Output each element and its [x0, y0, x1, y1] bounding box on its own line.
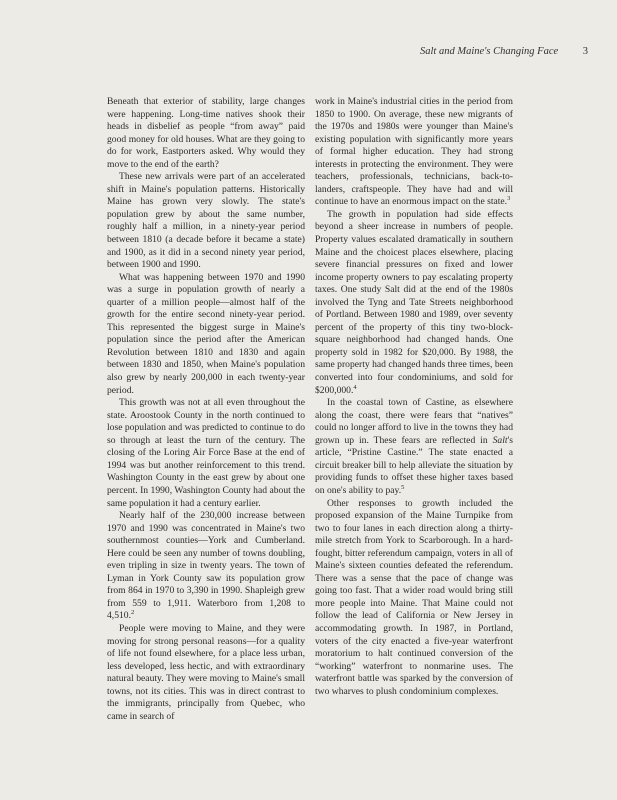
paragraph: What was happening between 1970 and 1990 was a surge in population growth of nearly a quarter of a million people—almost half of the growth for the entire second ninety-year period. This represented the biggest surge in Maine's population since the period after the American Revolution between 1810 and 1830 and again between 1830 and 1850, when Maine's population also grew by nearly 200,000 in each twenty-year period.	[107, 271, 305, 396]
paragraph: These new arrivals were part of an accelerated shift in Maine's population patterns. Historically Maine has grown very slowly. The state's population grew by about the same number, roughly half a million, in a ninety-year period between 1810 (a decade before it became a state) and 1900, as it did in a second ninety year period, between 1900 and 1990.	[107, 171, 305, 271]
paragraph-text: Nearly half of the 230,000 increase between 1970 and 1990 was concentrated in Maine's two southernmost counties—York and Cumberland. Here could be seen any number of towns doubling, even tripling in size in twenty years. The town of Lyman in York County saw its population grow from 864 in 1970 to 3,390 in 1990. Shapleigh grew from 559 to 1,911. Waterboro from 1,208 to 4,510.	[107, 510, 305, 622]
paragraph: This growth was not at all even throughout the state. Aroostook County in the north continued to lose population and was predicted to continue to do so through at least the turn of the century. The closing of the Loring Air Force Base at the end of 1994 was but another reinforcement to this trend. Washington County in the east grew by about one percent. In 1990, Washington County had about the same population it had a century earlier.	[107, 397, 305, 509]
page-number: 3	[582, 46, 588, 57]
publication-title: Salt	[492, 434, 508, 446]
paragraph	[315, 209, 513, 397]
paragraph	[107, 510, 305, 623]
paragraph: Beneath that exterior of stability, large changes were happening. Long-time natives shook their heads in disbelief as people “from away” paid good money for old houses. What are they going to do for work, Eastporters asked. Why would they move to the end of the earth?	[107, 96, 305, 170]
footnote-marker: 3	[507, 195, 511, 203]
footnote-marker: 2	[130, 609, 135, 617]
paragraph	[315, 96, 513, 209]
footnote-marker: 4	[353, 383, 357, 391]
paragraph-text: In the coastal town of Castine, as elsewhere along the coast, there were fears that “natives” could no longer afford to live in the towns they had grown up in. These fears are reflected in	[315, 397, 513, 446]
running-title: Salt and Maine's Changing Face	[420, 46, 559, 57]
footnote-marker: 5	[401, 483, 405, 491]
paragraph-text: The growth in population had side effects beyond a sheer increase in numbers of people. Property values escalated dramatically in southern Maine and the choicest places elsewhere, placing severe financial pressures on fixed and lower income property owners to pay escalating property taxes. One study Salt did at the end of the 1980s involved the Tyng and Tate Streets neighborhood of Portland. Between 1980 and 1989, over seventy percent of the property of this tiny two-block-square neighborhood had changed hands. One property sold in 1982 for $20,000. By 1988, the same property had changed hands three times, been converted into four condominiums, and sold for $200,000.	[315, 208, 513, 396]
paragraph-text: work in Maine's industrial cities in the period from 1850 to 1900. On average, these new migrants of the 1970s and 1980s were younger than Maine's existing population with significantly more years of formal higher education. They had strong interests in protecting the environment. They were teachers, professionals, technicians, back-to-landers, craftspeople. They have had and will continue to have an enormous impact on the state.	[315, 96, 513, 208]
running-header	[420, 46, 588, 57]
left-column	[107, 96, 305, 723]
paragraph-text: 's article, “Pristine Castine.” The state enacted a circuit breaker bill to help alleviate the situation by providing funds to offset these higher taxes based on one's ability to pay.	[315, 434, 513, 496]
paragraph	[315, 397, 513, 497]
paragraph: People were moving to Maine, and they were moving for strong personal reasons—for a quality of life not found elsewhere, for a place less urban, less developed, less hectic, and with extraordinary natural beauty. They were moving to Maine's small towns, not its cities. This was in direct contrast to the immigrants, principally from Quebec, who came in search of	[107, 622, 305, 722]
paragraph: Other responses to growth included the proposed expansion of the Maine Turnpike from two to four lanes in each direction along a thirty-mile stretch from York to Scarborough. In a hard-fought, bitter referendum campaign, voters in all of Maine's sixteen counties defeated the referendum. There was a sense that the pace of change was going too fast. That a wider road would bring still more people into Maine. That Maine could not follow the lead of California or New Jersey in accommodating growth. In 1987, in Portland, voters of the city enacted a five-year waterfront moratorium to halt continued conversion of the “working” waterfront to nonmarine uses. The waterfront battle was sparked by the conversion of two wharves to plush condominium complexes.	[315, 497, 513, 697]
right-column	[315, 96, 513, 698]
